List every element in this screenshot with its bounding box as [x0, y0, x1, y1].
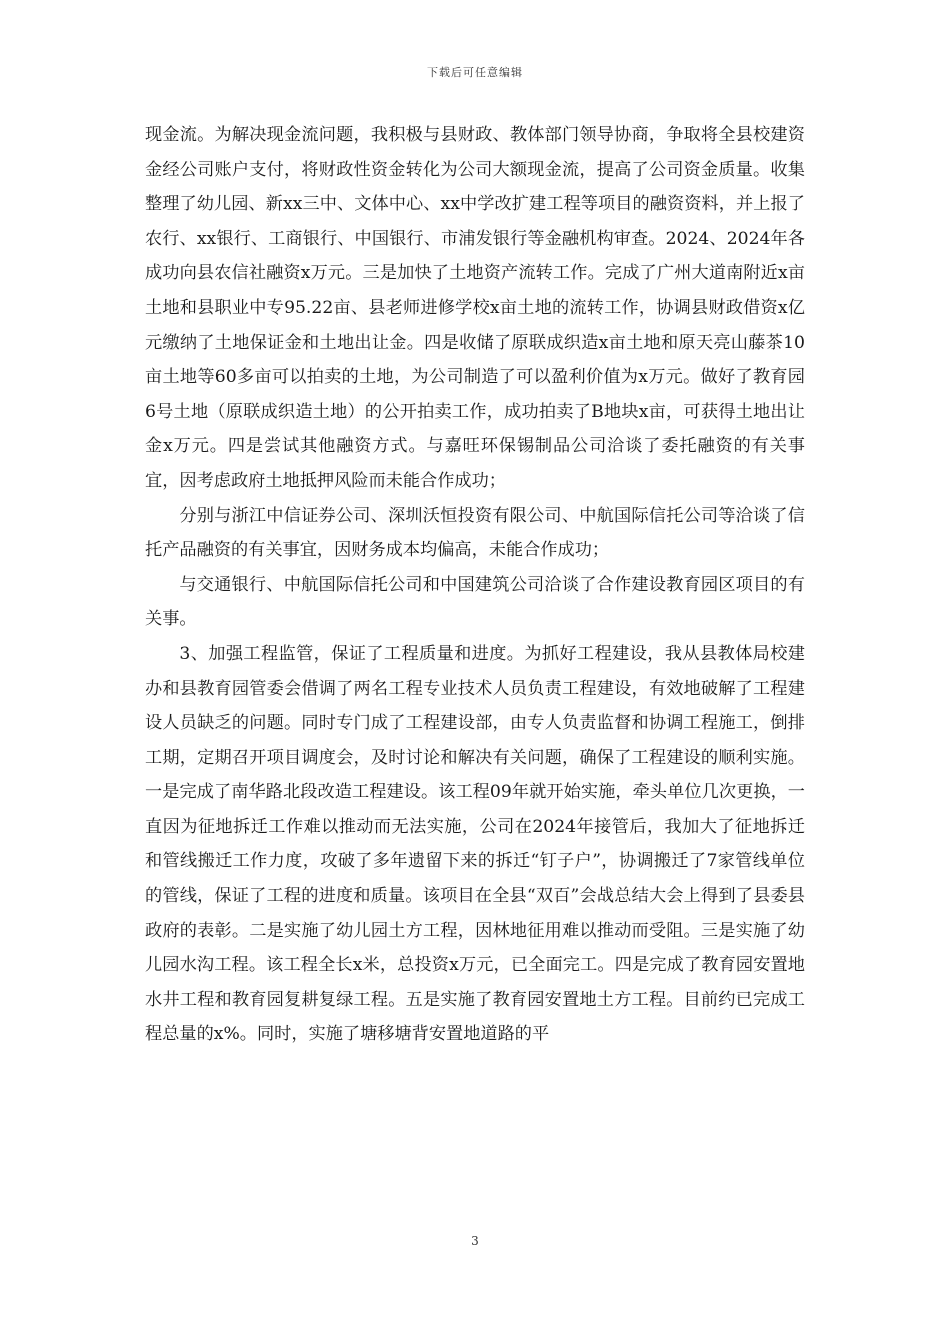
- page-header: 下载后可任意编辑: [427, 66, 523, 79]
- paragraph-trust-financing: 分别与浙江中信证券公司、深圳沃恒投资有限公司、中航国际信托公司等洽谈了信托产品融资的有关事宜，因财务成本均偏高，未能合作成功；: [145, 505, 805, 561]
- paragraph-engineering-supervision: 3、加强工程监管，保证了工程质量和进度。为抓好工程建设，我从县教体局校建办和县教育园管委会借调了两名工程专业技术人员负责工程建设，有效地破解了工程建设人员缺乏的问题。同时专门成了工程建设部，由专人负责监督和协调工程施工，倒排工期，定期召开项目调度会，及时讨论和解决有关问题，确保了工程建设的顺利实施。一是完成了南华路北段改造工程建设。该工程09年就开始实施，牵头单位几次更换，一直因为征地拆迁工作难以推动而无法实施，公司在2024年接管后，我加大了征地拆迁和管线搬迁工作力度，攻破了多年遗留下来的拆迁“钉子户”，协调搬迁了7家管线单位的管线，保证了工程的进度和质量。该项目在全县“双百”会战总结大会上得到了县委县政府的表彰。二是实施了幼儿园土方工程，因林地征用难以推动而受阻。三是实施了幼儿园水沟工程。该工程全长x米，总投资x万元，已全面完工。四是完成了教育园安置地水井工程和教育园复耕复绿工程。五是实施了教育园安置地土方工程。目前约已完成工程总量的x%。同时，实施了塘移塘背安置地道路的平: [145, 643, 805, 1045]
- page-number: 3: [471, 1234, 479, 1248]
- paragraph-cooperation: 与交通银行、中航国际信托公司和中国建筑公司洽谈了合作建设教育园区项目的有关事。: [145, 574, 805, 630]
- paragraph-continuation: 现金流。为解决现金流问题，我积极与县财政、教体部门领导协商，争取将全县校建资金经公司账户支付，将财政性资金转化为公司大额现金流，提高了公司资金质量。收集整理了幼儿园、新xx三中、文体中心、xx中学改扩建工程等项目的融资资料，并上报了农行、xx银行、工商银行、中国银行、市浦发银行等金融机构审查。2024、2024年各成功向县农信社融资x万元。三是加快了土地资产流转工作。完成了广州大道南附近x亩土地和县职业中专95.22亩、县老师进修学校x亩土地的流转工作，协调县财政借资x亿元缴纳了土地保证金和土地出让金。四是收储了原联成织造x亩土地和原天亮山藤茶10亩土地等60多亩可以拍卖的土地，为公司制造了可以盈利价值为x万元。做好了教育园6号土地（原联成织造土地）的公开拍卖工作，成功拍卖了B地块x亩，可获得土地出让金x万元。四是尝试其他融资方式。与嘉旺环保锡制品公司洽谈了委托融资的有关事宜，因考虑政府土地抵押风险而未能合作成功；: [145, 125, 805, 491]
- document-body: [145, 118, 805, 1052]
